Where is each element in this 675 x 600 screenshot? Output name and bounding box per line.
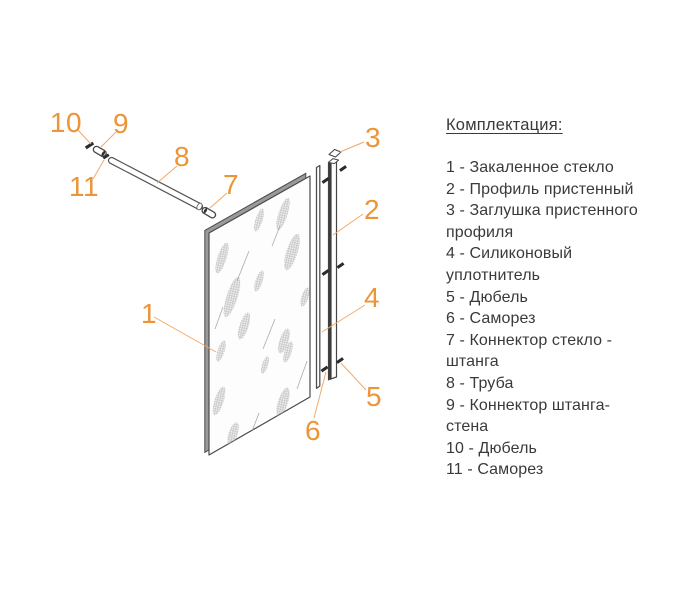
legend-item-11: 11 - Саморез [446, 461, 544, 479]
legend-item-2: 2 - Профиль пристенный [446, 180, 634, 198]
callout-8: 8 [173, 141, 191, 172]
dowel-screw-icon [337, 262, 345, 269]
legend-item-5: 5 - Дюбель [446, 288, 528, 306]
legend-item-6: 6 - Саморез [446, 310, 536, 328]
callout-2: 2 [363, 194, 381, 225]
silicone-seal [317, 166, 320, 389]
wall-profile [329, 159, 339, 380]
callout-4: 4 [363, 282, 381, 313]
rod-wall-connector [97, 150, 106, 157]
callout-3: 3 [364, 122, 382, 153]
callout-5: 5 [365, 381, 383, 412]
callout-7: 7 [222, 169, 240, 200]
dowel-screw-icon [339, 165, 347, 172]
callout-11: 11 [68, 171, 100, 202]
glass-rod-connector [203, 208, 213, 215]
glass-panel [205, 169, 312, 455]
callout-10: 10 [49, 107, 83, 138]
legend-item-7: 7 - Коннектор стекло - штанга [446, 331, 613, 371]
legend-item-10: 10 - Дюбель [446, 439, 537, 457]
legend-list [446, 157, 638, 481]
dowel-screw-icon [321, 366, 329, 373]
legend-item-4: 4 - Силиконовый уплотнитель [446, 245, 573, 284]
callout-6: 6 [304, 415, 322, 446]
dowel-screw-icon [336, 357, 344, 364]
callout-9: 9 [112, 108, 130, 139]
callout-1: 1 [140, 298, 158, 329]
profile-cap [329, 150, 341, 158]
legend-item-9: 9 - Коннектор штанга-стена [446, 396, 611, 436]
legend-title: Комплектация: [446, 116, 563, 134]
legend-item-8: 8 - Труба [446, 374, 514, 392]
legend-item-3: 3 - Заглушка пристенного профиля [446, 202, 638, 241]
legend-panel [446, 116, 638, 481]
legend-item-1: 1 - Закаленное стекло [446, 159, 614, 176]
